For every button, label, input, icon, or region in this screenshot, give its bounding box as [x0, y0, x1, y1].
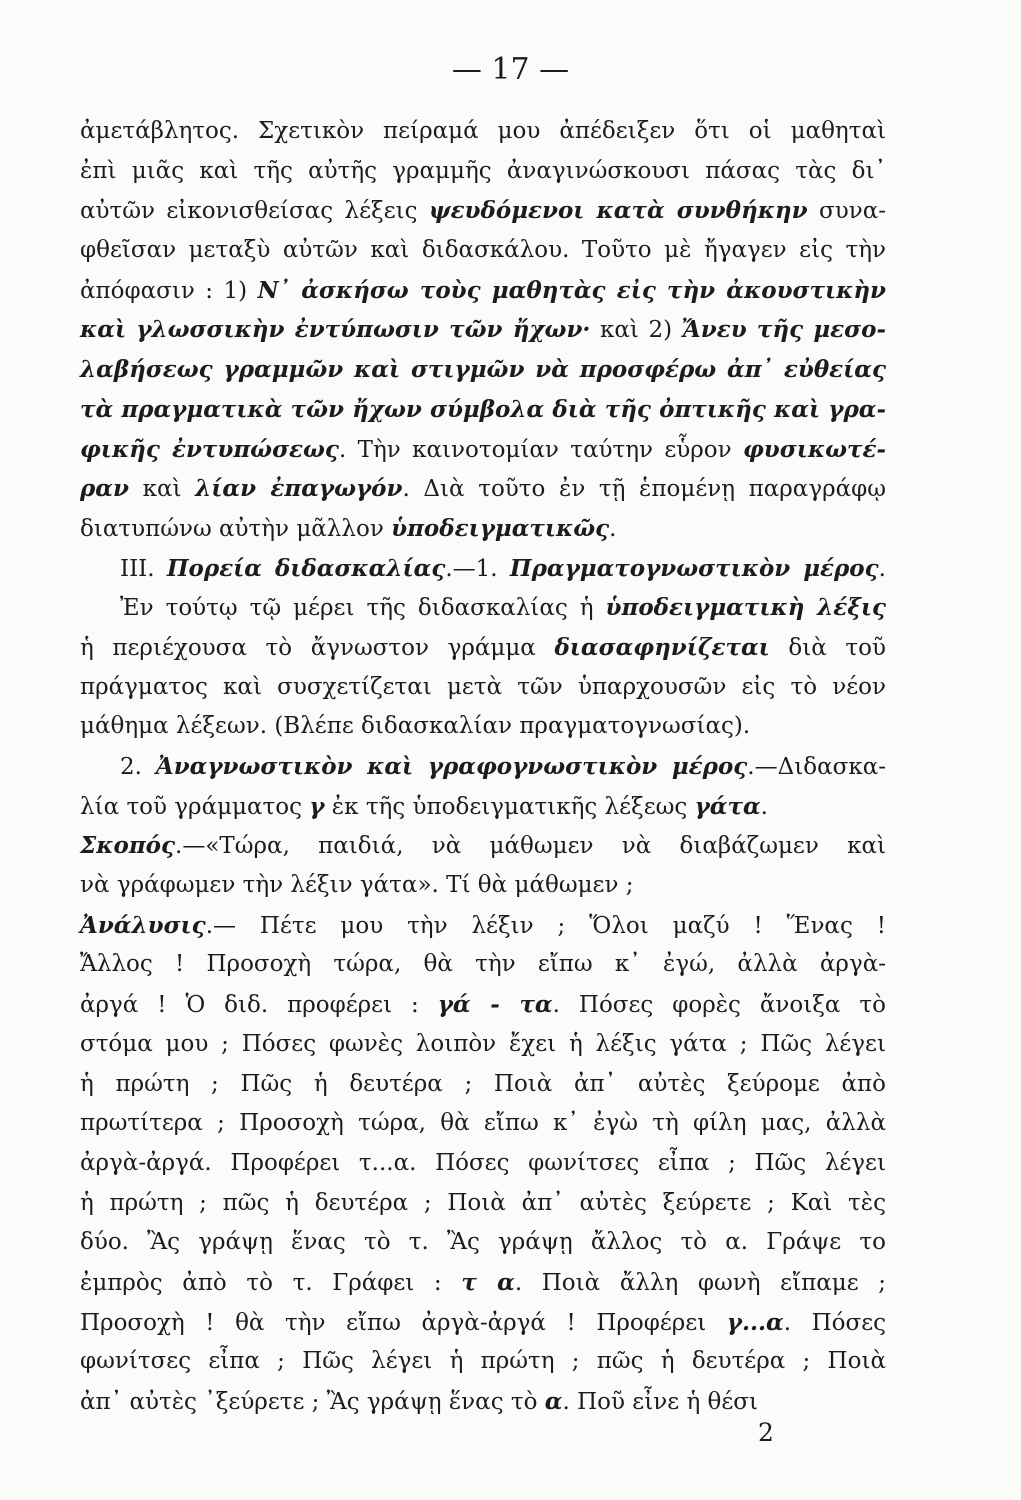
text-run: ἡ πρώτη ; Πῶς ἡ δευτέρα ; Ποιὰ ἀπ᾽ αὐτὲς ξεύρομε ἀπὸ: [80, 1070, 886, 1097]
text-run: πράγματος καὶ συσχετίζεται μετὰ τῶν ὑπαρχουσῶν εἰς τὸ νέον: [80, 673, 886, 700]
text-run: ἀμετάβλητος. Σχετικὸν πείραμά μου ἀπέδειξεν ὅτι οἱ μαθηταὶ: [80, 118, 886, 144]
text-line: [80, 549, 886, 589]
text-line: [80, 1104, 886, 1144]
text-line: [80, 1303, 886, 1343]
text-run: ἐμπρὸς ἀπὸ τὸ τ. Γράφει :: [80, 1269, 462, 1296]
text-line: [80, 271, 886, 311]
emphasis-text: λίαν ἐπαγωγόν: [195, 475, 403, 503]
text-run: . Διὰ τοῦτο ἐν τῇ ἑπομένῃ παραγράφῳ: [402, 476, 886, 503]
text-run: .—«Τώρα, παιδιά, νὰ μάθωμεν νὰ διαβάζωμεν καὶ: [175, 833, 886, 860]
text-line: [80, 1144, 886, 1184]
text-run: ἐπὶ μιᾶς καὶ τῆς αὐτῆς γραμμῆς ἀναγινώσκουσι πάσας τὰς δι᾽: [80, 157, 886, 184]
emphasis-text: α: [544, 1388, 563, 1415]
text-line: [80, 628, 886, 668]
signature-mark: 2: [758, 1418, 774, 1447]
emphasis-text: Πραγματογνωστικὸν μέρος: [509, 554, 879, 582]
text-run: Ἐν τούτῳ τῷ μέρει τῆς διδασκαλίας ἡ: [120, 595, 606, 622]
text-line: [80, 231, 886, 271]
emphasis-text: φυσικωτέ-: [743, 435, 886, 463]
text-run: ἀπόφασιν : 1): [80, 277, 258, 304]
text-run: φθεῖσαν μεταξὺ αὐτῶν καὶ διδασκάλου. Τοῦτο μὲ ἤγαγεν εἰς τὴν: [80, 237, 886, 264]
text-line: [80, 1223, 886, 1263]
emphasis-text: τ α: [461, 1268, 515, 1296]
text-run: ἀργά ! Ὁ διδ. προφέρει :: [80, 992, 438, 1019]
text-line: [80, 707, 886, 747]
text-run: . Ποιὰ ἄλλη φωνὴ εἴπαμε ;: [514, 1269, 886, 1296]
text-run: III.: [120, 555, 167, 582]
text-line: [80, 430, 886, 470]
text-line: [80, 469, 886, 509]
text-run: ἡ περιέχουσα τὸ ἄγνωστον γράμμα: [80, 634, 555, 661]
emphasis-text: γά - τα: [437, 991, 553, 1019]
text-line: [80, 906, 886, 946]
text-run: . Πόσες: [783, 1309, 886, 1336]
text-run: νὰ γράφωμεν τὴν λέξιν γάτα». Τί θὰ μάθωμεν ;: [80, 872, 634, 899]
text-run: .: [760, 793, 768, 820]
text-run: . Πόσες φορὲς ἄνοιξα τὸ: [552, 992, 886, 1019]
text-line: [80, 1184, 886, 1224]
text-run: πρωτίτερα ; Προσοχὴ τώρα, θὰ εἴπω κ᾽ ἐγὼ τὴ φίλη μας, ἀλλὰ: [80, 1110, 886, 1137]
text-run: στόμα μου ; Πόσες φωνὲς λοιπὸν ἔχει ἡ λέξις γάτα ; Πῶς λέγει: [80, 1030, 886, 1057]
emphasis-text: φικῆς ἐντυπώσεως: [80, 435, 339, 463]
emphasis-text: γ...α: [726, 1308, 784, 1336]
text-run: .—Διδασκα-: [747, 754, 886, 780]
text-run: συνα-: [807, 198, 886, 225]
text-line: [80, 787, 886, 827]
text-run: καὶ: [128, 476, 196, 503]
text-run: .— Πέτε μου τὴν λέξιν ; Ὅλοι μαζύ ! Ἕνας !: [205, 912, 886, 939]
text-run: ἐκ τῆς ὑποδειγματικῆς λέξεως: [324, 793, 695, 820]
text-line: [80, 350, 886, 390]
text-line: [80, 1342, 886, 1382]
text-line: [80, 747, 886, 787]
text-line: [80, 588, 886, 628]
emphasis-text: διασαφηνίζεται: [554, 633, 770, 661]
emphasis-text: Ἀναγνωστικὸν καὶ γραφογνωστικὸν μέρος: [155, 753, 748, 780]
text-line: [80, 310, 886, 350]
text-run: λία τοῦ γράμματος: [80, 793, 310, 820]
text-run: .: [878, 555, 886, 582]
text-run: .: [609, 515, 617, 542]
text-run: ἀργὰ-ἀργά. Προφέρει τ...α. Πόσες φωνίτσες εἶπα ; Πῶς λέγει: [80, 1149, 886, 1176]
emphasis-text: τὰ πραγματικὰ τῶν ἤχων σύμβολα διὰ τῆς ὀπτικῆς καὶ γρα-: [80, 395, 886, 423]
emphasis-text: λαβήσεως γραμμῶν καὶ στιγμῶν νὰ προσφέρω ἀπ᾽ εὐθείας: [80, 356, 886, 384]
text-line: [80, 826, 886, 866]
text-line: [80, 112, 886, 152]
text-line: [80, 509, 886, 549]
emphasis-text: Πορεία διδασκαλίας: [166, 554, 446, 582]
text-run: . Τὴν καινοτομίαν ταύτην εὗρον: [338, 436, 743, 463]
text-run: αὐτῶν εἰκονισθείσας λέξεις: [80, 198, 429, 225]
text-line: [80, 866, 886, 906]
text-run: ἀπ᾽ αὐτὲς ᾽ξεύρετε ; Ἂς γράψῃ ἕνας τὸ: [80, 1389, 545, 1415]
text-run: διατυπώνω αὐτὴν μᾶλλον: [80, 515, 392, 542]
text-line: [80, 1382, 886, 1422]
text-line: [80, 668, 886, 708]
text-line: [80, 1263, 886, 1303]
emphasis-text: ὑποδειγματικὴ λέξις: [605, 594, 886, 622]
text-run: καὶ 2): [590, 317, 682, 344]
emphasis-text: ὑποδειγματικῶς: [391, 514, 610, 542]
text-line: [80, 390, 886, 430]
text-line: [80, 985, 886, 1025]
emphasis-text: Σκοπός: [80, 832, 176, 860]
text-run: διὰ τοῦ: [769, 634, 886, 661]
text-line: [80, 191, 886, 231]
emphasis-text: καὶ γλωσσικὴν ἐντύπωσιν τῶν ἤχων·: [80, 316, 591, 344]
text-run: δύο. Ἂς γράψῃ ἕνας τὸ τ. Ἂς γράψῃ ἄλλος τὸ α. Γράψε το: [80, 1229, 886, 1256]
emphasis-text: Ἄνευ τῆς μεσο-: [681, 316, 887, 344]
emphasis-text: ψευδόμενοι κατὰ συνθήκην: [428, 197, 808, 225]
text-run: . Ποῦ εἶνε ἡ θέσι: [562, 1389, 759, 1415]
body-text: [80, 112, 886, 1422]
text-run: φωνίτσες εἶπα ; Πῶς λέγει ἡ πρώτη ; πῶς ἡ δευτέρα ; Ποιὰ: [80, 1348, 886, 1375]
emphasis-text: Ἀνάλυσις: [80, 911, 206, 939]
emphasis-text: ραν: [80, 475, 129, 503]
text-run: 2.: [120, 754, 156, 780]
text-run: Προσοχὴ ! θὰ τὴν εἴπω ἀργὰ-ἀργά ! Προφέρει: [80, 1309, 727, 1336]
emphasis-text: γάτα: [694, 792, 761, 820]
emphasis-text: Ν᾽ ἀσκήσω τοὺς μαθητὰς εἰς τὴν ἀκουστικὴν: [257, 276, 887, 304]
text-run: μάθημα λέξεων. (Βλέπε διδασκαλίαν πραγματογνωσίας).: [80, 713, 751, 740]
text-run: ἡ πρώτη ; πῶς ἡ δευτέρα ; Ποιὰ ἀπ᾽ αὐτὲς ξεύρετε ; Καὶ τὲς: [80, 1189, 886, 1216]
text-line: [80, 1065, 886, 1105]
emphasis-text: γ: [309, 792, 325, 820]
text-run: .—1.: [445, 555, 510, 582]
text-line: [80, 152, 886, 192]
text-line: [80, 945, 886, 985]
text-run: Ἄλλος ! Προσοχὴ τώρα, θὰ τὴν εἴπω κ᾽ ἐγώ, ἀλλὰ ἀργὰ-: [80, 951, 886, 978]
page-number: — 17 —: [451, 52, 570, 87]
text-line: [80, 1025, 886, 1065]
